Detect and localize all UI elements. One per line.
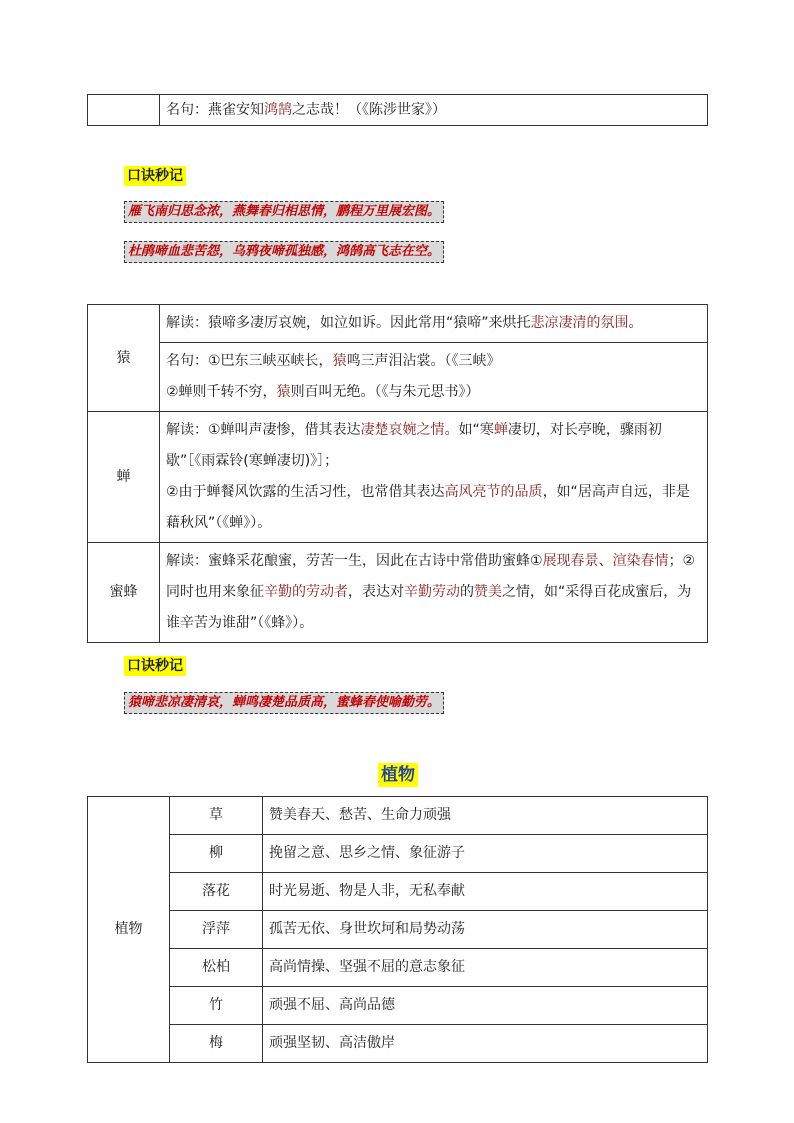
animal-name-ape: 猿	[88, 305, 160, 412]
ape-interpretation-end: 。	[628, 315, 643, 331]
animal-table	[87, 304, 708, 643]
bee-text-1: 解读：蜜蜂采花酿蜜，劳苦一生，因此在古诗中常借助蜜蜂①	[166, 553, 543, 569]
cicada-p2-highlight: 高风亮节的品质	[444, 484, 543, 500]
plant-name: 竹	[170, 987, 263, 1025]
plant-name: 草	[170, 797, 263, 835]
famous-line-suffix: 之志哉！（《陈涉世家》）	[292, 102, 446, 118]
plant-meaning: 挽留之意、思乡之情、象征游子	[263, 835, 708, 873]
ape-line2-suffix: 则百叫无绝。（《与朱元思书》）	[290, 384, 480, 400]
table-row	[88, 949, 708, 987]
famous-line-cell	[160, 95, 708, 126]
animal-name-bee: 蜜蜂	[88, 543, 160, 643]
cicada-interpretation	[160, 412, 708, 543]
cicada-p1-suffix: 凄切，对长亭晚，骤雨初歇”［《雨霖铃(寒蝉凄切)》］；	[166, 422, 662, 469]
cicada-p1-highlight2: 蝉	[493, 422, 508, 438]
ape-line1-prefix: 名句：①巴东三峡巫峡长，	[166, 353, 333, 369]
table-row	[88, 797, 708, 835]
table-row	[88, 95, 708, 126]
ape-famous-line-2	[166, 377, 701, 408]
mnemonic-line-3: 猿啼悲凉凄清哀，蝉鸣凄楚品质高，蜜蜂春使喻勤劳。	[124, 692, 444, 714]
famous-line-highlight: 鸿鹄	[264, 102, 292, 118]
plant-category: 植物	[88, 797, 170, 1063]
bee-highlight-4: 辛勤劳动	[404, 584, 460, 600]
ape-famous-lines	[160, 343, 708, 412]
table-row	[88, 412, 708, 543]
table-row	[88, 543, 708, 643]
ape-interpretation	[160, 305, 708, 343]
plant-name: 落花	[170, 873, 263, 911]
ape-famous-line-1	[166, 346, 701, 377]
animal-name-cicada: 蝉	[88, 412, 160, 543]
cicada-paragraph-2	[166, 477, 701, 539]
plant-name: 柳	[170, 835, 263, 873]
table-row	[88, 1025, 708, 1063]
table-row	[88, 873, 708, 911]
bee-text-5: 的	[460, 584, 474, 600]
table-row	[88, 835, 708, 873]
mnemonic-label: 口诀秒记	[124, 166, 186, 186]
bee-interpretation	[160, 543, 708, 643]
cicada-p1-prefix: 解读：①蝉叫声凄惨，借其表达	[166, 422, 361, 438]
plant-meaning: 高尚情操、坚强不屈的意志象征	[263, 949, 708, 987]
plant-meaning: 顽强坚韧、高洁傲岸	[263, 1025, 708, 1063]
bee-text-4: ，表达对	[348, 584, 404, 600]
mnemonic-line-1: 雁飞南归思念浓，燕舞春归相思情，鹏程万里展宏图。	[124, 201, 444, 223]
plant-name: 浮萍	[170, 911, 263, 949]
table-row	[88, 343, 708, 412]
ape-interpretation-highlight: 悲凉凄清的氛围	[530, 315, 629, 331]
cicada-paragraph-1	[166, 415, 701, 477]
bee-text-6: 之情，如“采得百花成蜜后，为谁辛苦为谁甜”（《蜂》）。	[166, 584, 692, 631]
plant-name: 松柏	[170, 949, 263, 987]
section-title: 植物	[378, 763, 418, 787]
cicada-p1-highlight: 凄楚哀婉之情	[360, 422, 445, 438]
cicada-p1-mid: 。如“寒	[444, 422, 494, 438]
empty-cell	[88, 95, 160, 126]
top-quote-table	[87, 94, 708, 126]
mnemonic-label: 口诀秒记	[124, 656, 186, 676]
table-row	[88, 987, 708, 1025]
plant-meaning: 时光易逝、物是人非，无私奉献	[263, 873, 708, 911]
famous-line-prefix: 名句：燕雀安知	[166, 102, 264, 118]
ape-line1-highlight: 猿	[332, 353, 347, 369]
plant-table	[87, 796, 708, 1063]
plant-name: 梅	[170, 1025, 263, 1063]
bee-highlight-1: 展现春景	[542, 553, 599, 569]
plant-meaning: 赞美春天、愁苦、生命力顽强	[263, 797, 708, 835]
bee-highlight-2: 渲染春情	[612, 553, 669, 569]
plant-meaning: 孤苦无依、身世坎坷和局势动荡	[263, 911, 708, 949]
bee-text-3: ；②同时也用来象征	[166, 553, 696, 600]
cicada-p2-prefix: ②由于蝉餐风饮露的生活习性，也常借其表达	[166, 484, 445, 500]
cicada-p2-suffix: ，如“居高声自远，非是藉秋风”（《蝉》）。	[166, 484, 690, 531]
ape-line1-suffix: 鸣三声泪沾裳。（《三峡》	[346, 353, 501, 369]
bee-highlight-5: 赞美	[474, 584, 502, 600]
ape-line2-highlight: 猿	[276, 384, 291, 400]
ape-line2-prefix: ②蝉则千转不穷，	[166, 384, 277, 400]
mnemonic-line-2: 杜鹃啼血悲苦怨，乌鸦夜啼孤独感，鸿鹄高飞志在空。	[124, 241, 444, 263]
table-row	[88, 305, 708, 343]
ape-interpretation-text: 解读：猿啼多凄厉哀婉，如泣如诉。因此常用“猿啼”来烘托	[166, 315, 531, 331]
plant-meaning: 顽强不屈、高尚品德	[263, 987, 708, 1025]
table-row	[88, 911, 708, 949]
bee-highlight-3: 辛勤的劳动者	[264, 584, 348, 600]
bee-text-2: 、	[598, 553, 613, 569]
